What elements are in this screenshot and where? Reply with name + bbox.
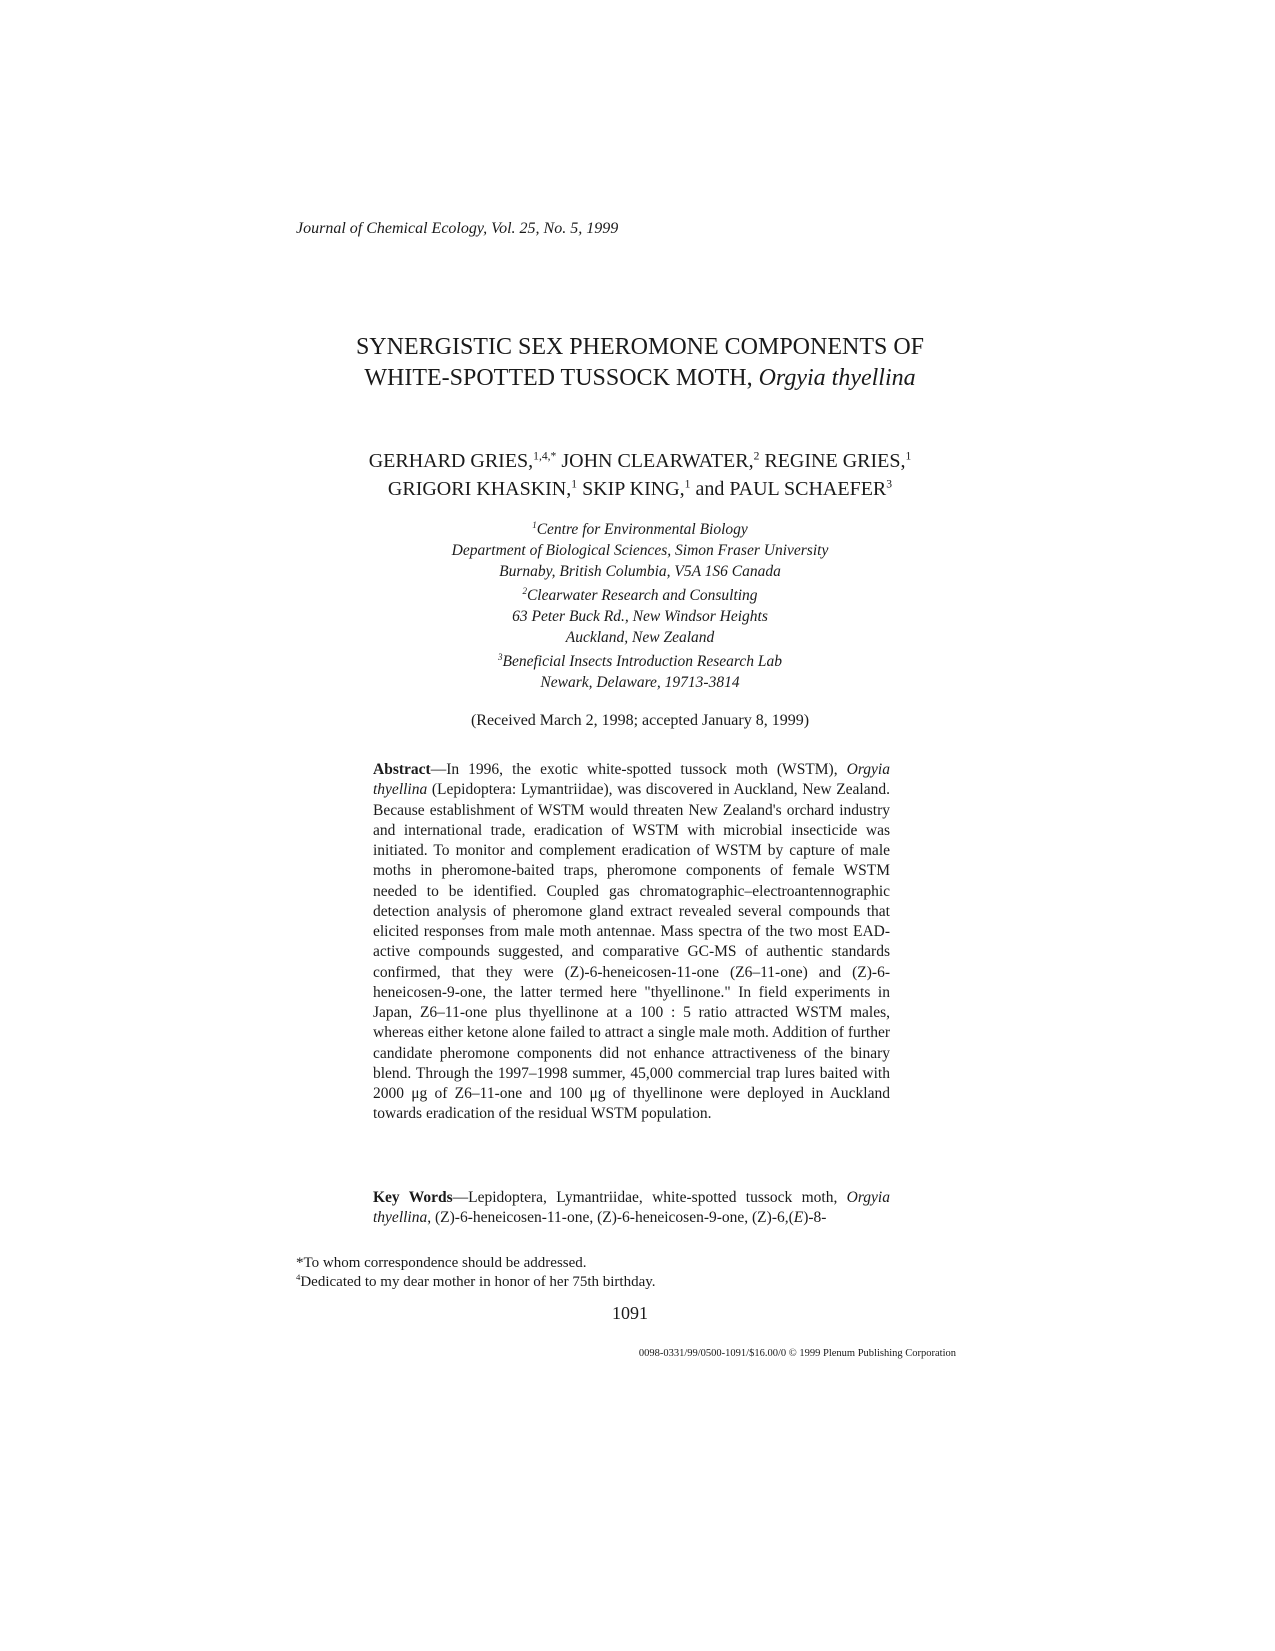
footnote-dedication (296, 1273, 896, 1292)
affiliation-line: Centre for Environmental Biology (536, 521, 748, 538)
page-number: 1091 (612, 1303, 648, 1323)
author-affil-mark: 3 (886, 477, 893, 491)
affiliation-2 (300, 585, 980, 648)
author-name: GERHARD GRIES, (368, 450, 534, 472)
affiliation-number: 2 (522, 585, 527, 596)
keywords-text-2: , (Z)-6-heneicosen-11-one, (Z)-6-heneicosen-9-one, (Z)-6,( (427, 1209, 794, 1227)
affiliation-number: 1 (532, 519, 537, 530)
affiliation-3 (300, 651, 980, 693)
affiliation-line: 63 Peter Buck Rd., New Windsor Heights (512, 608, 768, 625)
abstract-species: Orgyia thyellina (373, 761, 890, 799)
copyright-line: 0098-0331/99/0500-1091/$16.00/0 © 1999 Plenum Publishing Corporation (638, 1348, 956, 1359)
author-line-2 (250, 475, 1030, 503)
affiliation-line: Clearwater Research and Consulting (526, 587, 758, 604)
author-affil-mark: 1,4,* (533, 449, 557, 463)
affiliation-line: Burnaby, British Columbia, V5A 1S6 Canada (499, 563, 781, 580)
author-conjunction: and (695, 478, 725, 500)
author-name: PAUL SCHAEFER (729, 478, 887, 500)
title-line-2 (250, 363, 1030, 394)
author-affil-mark: 1 (571, 477, 578, 491)
author-affil-mark: 1 (905, 449, 912, 463)
abstract (373, 760, 890, 1125)
footnote-dedication-text: Dedicated to my dear mother in honor of her 75th birthday. (300, 1274, 656, 1290)
keywords-label: Key Words (373, 1189, 453, 1206)
affiliation-line: Newark, Delaware, 19713-3814 (540, 674, 740, 691)
key-words (373, 1188, 890, 1229)
article-title (250, 332, 1030, 394)
abstract-text-2: (Lepidoptera: Lymantriidae), was discovered in Auckland, New Zealand. Because establishment of WSTM would threaten New Zealand's orchard industry and international trade, eradication of WSTM with microbial insecticide was initiated. To monitor and complement eradication of WSTM by capture of male moths in pheromone-baited traps, pheromone components of female WSTM needed to be identified. Coupled gas chromatographic–electroantennographic detection analysis of pheromone gland extract revealed several compounds that elicited responses from male moth antennae. Mass spectra of the two most EAD-active compounds suggested, and comparative GC-MS of authentic standards confirmed, that they were (Z)-6-heneicosen-11-one (Z6–11-one) and (Z)-6-heneicosen-9-one, the latter termed here "thyellinone." In field experiments in Japan, Z6–11-one plus thyellinone at a 100 : 5 ratio attracted WSTM males, whereas either ketone alone failed to attract a single male moth. Addition of further candidate pheromone components did not enhance attractiveness of the binary blend. Through the 1997–1998 summer, 45,000 commercial trap lures baited with 2000 μg of Z6–11-one and 100 μg of thyellinone were deployed in Auckland towards eradication of the residual WSTM population. (373, 781, 890, 1123)
footnote-correspondence: *To whom correspondence should be addressed. (296, 1255, 587, 1271)
keywords-stereo: E (793, 1209, 804, 1227)
author-line-1 (250, 447, 1030, 475)
affiliation-line: Beneficial Insects Introduction Research Lab (502, 653, 782, 670)
affiliation-list (300, 519, 980, 696)
author-name: GRIGORI KHASKIN, (387, 478, 572, 500)
keywords-text-1: —Lepidoptera, Lymantriidae, white-spotted tussock moth, (452, 1189, 847, 1206)
affiliation-1 (300, 519, 980, 582)
keywords-text-3: )-8- (803, 1209, 827, 1227)
footnote-mark: 4 (296, 1272, 301, 1282)
author-affil-mark: 2 (753, 449, 760, 463)
title-line-2-text: WHITE-SPOTTED TUSSOCK MOTH, (364, 365, 759, 391)
author-list (250, 447, 1030, 503)
author-name: SKIP KING, (582, 478, 685, 500)
author-name: REGINE GRIES, (764, 450, 906, 472)
affiliation-line: Auckland, New Zealand (565, 629, 715, 646)
author-name: JOHN CLEARWATER, (561, 450, 754, 472)
author-affil-mark: 1 (684, 477, 691, 491)
received-dates: (Received March 2, 1998; accepted January 8, 1999) (470, 712, 810, 729)
affiliation-number: 3 (497, 651, 503, 662)
abstract-text-1: —In 1996, the exotic white-spotted tussock moth (WSTM), (430, 761, 847, 778)
footnotes (296, 1254, 896, 1292)
title-species: Orgyia thyellina (758, 365, 916, 391)
title-line-1: SYNERGISTIC SEX PHEROMONE COMPONENTS OF (355, 334, 925, 360)
journal-citation: Journal of Chemical Ecology, Vol. 25, No. 5, 1999 (296, 220, 619, 237)
keywords-species: Orgyia thyellina (373, 1189, 890, 1227)
abstract-label: Abstract (373, 761, 431, 778)
affiliation-line: Department of Biological Sciences, Simon Fraser University (451, 542, 829, 559)
